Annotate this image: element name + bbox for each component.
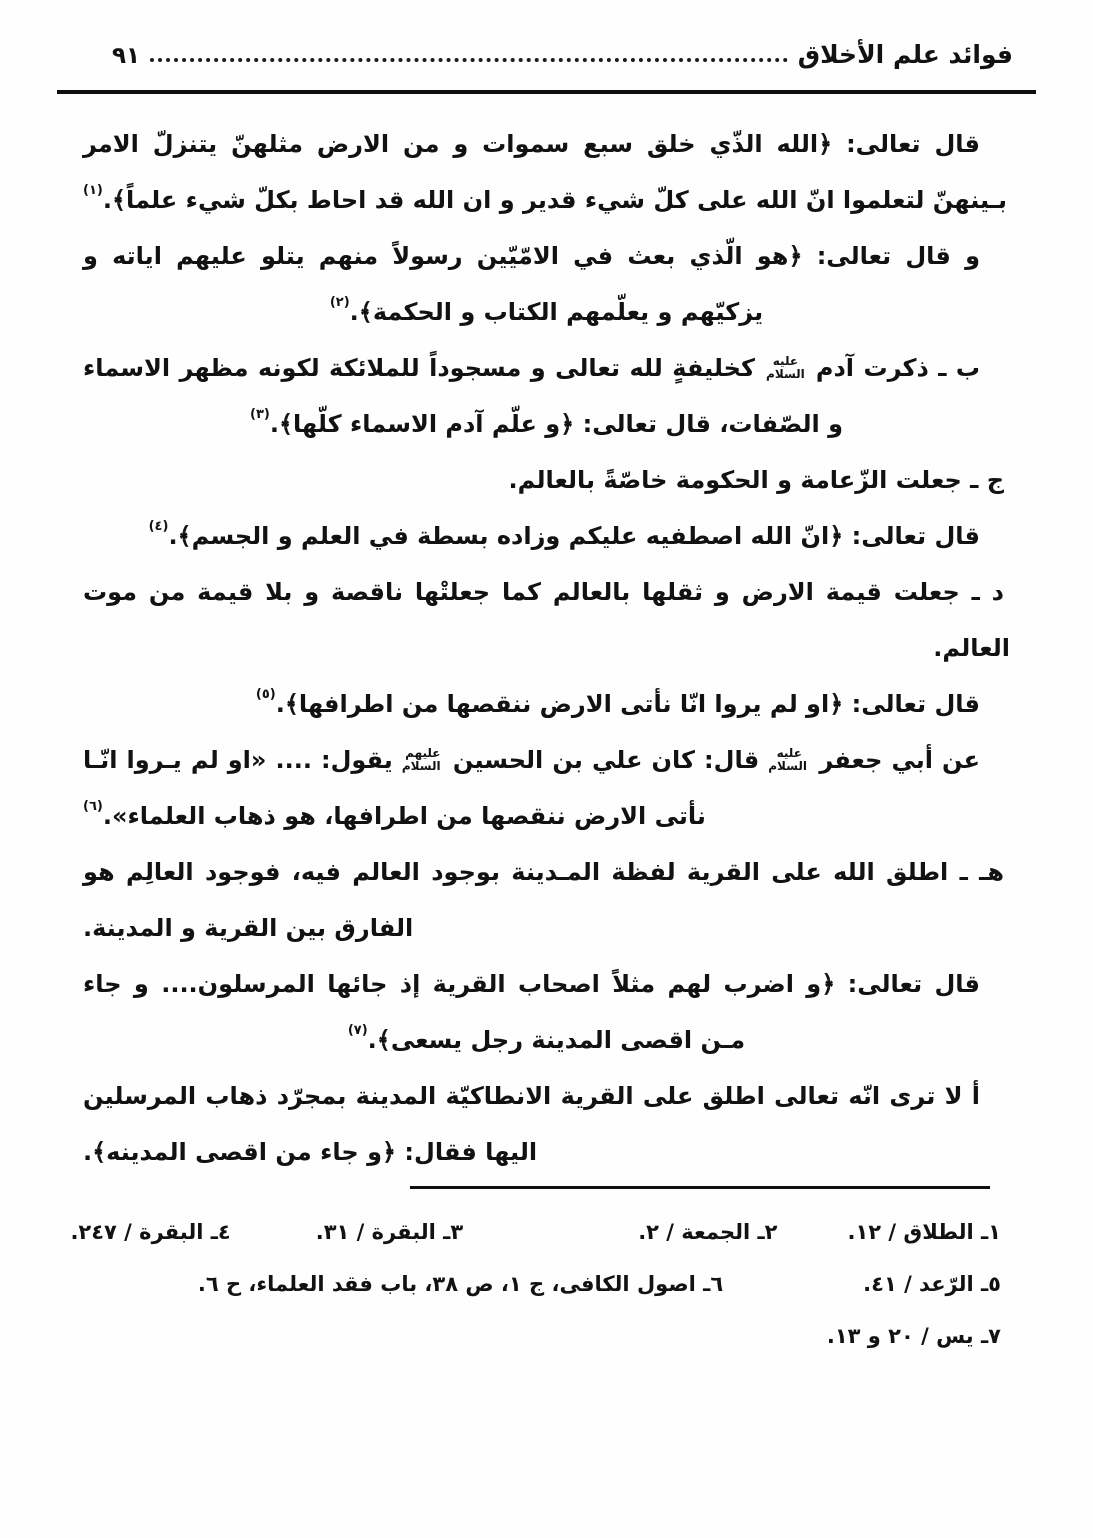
footnote-item: ٣ـ البقرة / ٣١. bbox=[315, 1220, 464, 1244]
paragraph-text: قال تعالى: ﴿الله الذّي خلق سبع سموات و من الارض مثلهنّ يتنزلّ الامر بـينهنّ لتعلموا انّ الله على كلّ شيء قدير و ان الله قد احاط بكلّ شيء علماً﴾. bbox=[83, 130, 1008, 214]
paragraph-text: قال تعالى: ﴿او لم يروا انّا نأتى الارض ننقصها من اطرافها﴾. bbox=[275, 690, 980, 718]
footnote-item: ٥ـ الرّعد / ٤١. bbox=[863, 1272, 1001, 1296]
paragraph-text: كخليفةٍ لله تعالى و مسجوداً للملائكة لكونه مظهر الاسماء و الصّفات، قال تعالى: ﴿و علّم آدم الاسماء كلّها﴾. bbox=[83, 354, 843, 438]
footnote-row bbox=[85, 1258, 1001, 1310]
paragraph bbox=[83, 452, 1010, 508]
dot-leader bbox=[150, 58, 788, 62]
paragraph bbox=[83, 564, 1010, 676]
paragraph-text: أ لا ترى انّه تعالى اطلق على القرية الانطاكيّة المدينة بمجرّد ذهاب المرسلين اليها فقال: ﴿و جاء من اقصى المدينه﴾. bbox=[83, 1082, 980, 1166]
footnote-row bbox=[70, 1206, 1001, 1258]
paragraph-text: عن أبي جعفر bbox=[810, 746, 981, 774]
paragraph bbox=[83, 116, 1010, 228]
paragraph bbox=[83, 340, 1010, 452]
paragraph bbox=[83, 1068, 1010, 1180]
paragraph-text: يقول: .... «او لم يـروا انّـا نأتى الارض ننقصها من اطرافها، هو ذهاب العلماء». bbox=[83, 746, 706, 830]
paragraph-text: د ـ جعلت قيمة الارض و ثقلها بالعالم كما جعلتْها ناقصة و بلا قيمة من موت العالم. bbox=[83, 578, 1010, 662]
paragraph-text: قال تعالى: ﴿انّ الله اصطفيه عليكم وزاده بسطة في العلم و الجسم﴾. bbox=[168, 522, 980, 550]
footnote-item: ٤ـ البقرة / ٢٤٧. bbox=[70, 1220, 231, 1244]
honorific-mark: عليه السلام bbox=[766, 354, 805, 381]
body-text bbox=[83, 116, 1010, 1180]
page-number: ٩١ bbox=[112, 43, 141, 69]
honorific-mark: عليه السلام bbox=[768, 746, 808, 773]
paragraph bbox=[83, 732, 1010, 844]
paragraph-text: ج ـ جعلت الزّعامة و الحكومة خاصّةً بالعالم. bbox=[508, 466, 1004, 494]
footnote-marker: (٧) bbox=[347, 1023, 368, 1038]
footnote-row bbox=[85, 1310, 1001, 1362]
paragraph bbox=[83, 844, 1010, 956]
paragraph bbox=[83, 228, 1010, 340]
footnote-marker: (١) bbox=[83, 183, 103, 198]
paragraph bbox=[83, 508, 1010, 564]
chapter-title: فوائد علم الأخلاق bbox=[797, 40, 1013, 69]
paragraph-text: قال تعالى: ﴿و اضرب لهم مثلاً اصحاب القرية إذ جائها المرسلون.... و جاء مـن اقصى المدينة رجل يسعى﴾. bbox=[83, 970, 980, 1054]
footnote-divider bbox=[410, 1186, 990, 1189]
footnote-item: ١ـ الطلاق / ١٢. bbox=[847, 1220, 1001, 1244]
footnotes bbox=[70, 1206, 1001, 1362]
footnote-marker: (٣) bbox=[249, 407, 270, 422]
footnote-marker: (٥) bbox=[255, 687, 276, 702]
footnote-item: ٦ـ اصول الكافى، ج ١، ص ٣٨، باب فقد العلماء، ح ٦. bbox=[197, 1272, 724, 1296]
footnote-marker: (٤) bbox=[148, 519, 169, 534]
paragraph bbox=[83, 676, 1010, 732]
footnote-marker: (٢) bbox=[329, 295, 350, 310]
footnote-item: ٢ـ الجمعة / ٢. bbox=[638, 1220, 778, 1244]
paragraph-text: و قال تعالى: ﴿هو الّذي بعث في الامّيّين رسولاً منهم يتلو عليهم اياته و يزكيّهم و يعلّمهم الكتاب و الحكمة﴾. bbox=[83, 242, 980, 326]
footnote-marker: (٦) bbox=[83, 799, 103, 814]
page-header bbox=[112, 40, 1013, 69]
paragraph bbox=[83, 956, 1010, 1068]
footnote-item: ٧ـ يس / ٢٠ و ١٣. bbox=[826, 1324, 1001, 1348]
honorific-mark: عليهم السلام bbox=[401, 746, 441, 773]
paragraph-text: قال: كان علي بن الحسين bbox=[443, 746, 769, 774]
paragraph-text: هـ ـ اطلق الله على القرية لفظة المـدينة بوجود العالم فيه، فوجود العالِم هو الفارق بين القرية و المدينة. bbox=[83, 858, 1004, 942]
paragraph-text: ب ـ ذكرت آدم bbox=[806, 354, 981, 382]
header-rule bbox=[57, 90, 1036, 94]
